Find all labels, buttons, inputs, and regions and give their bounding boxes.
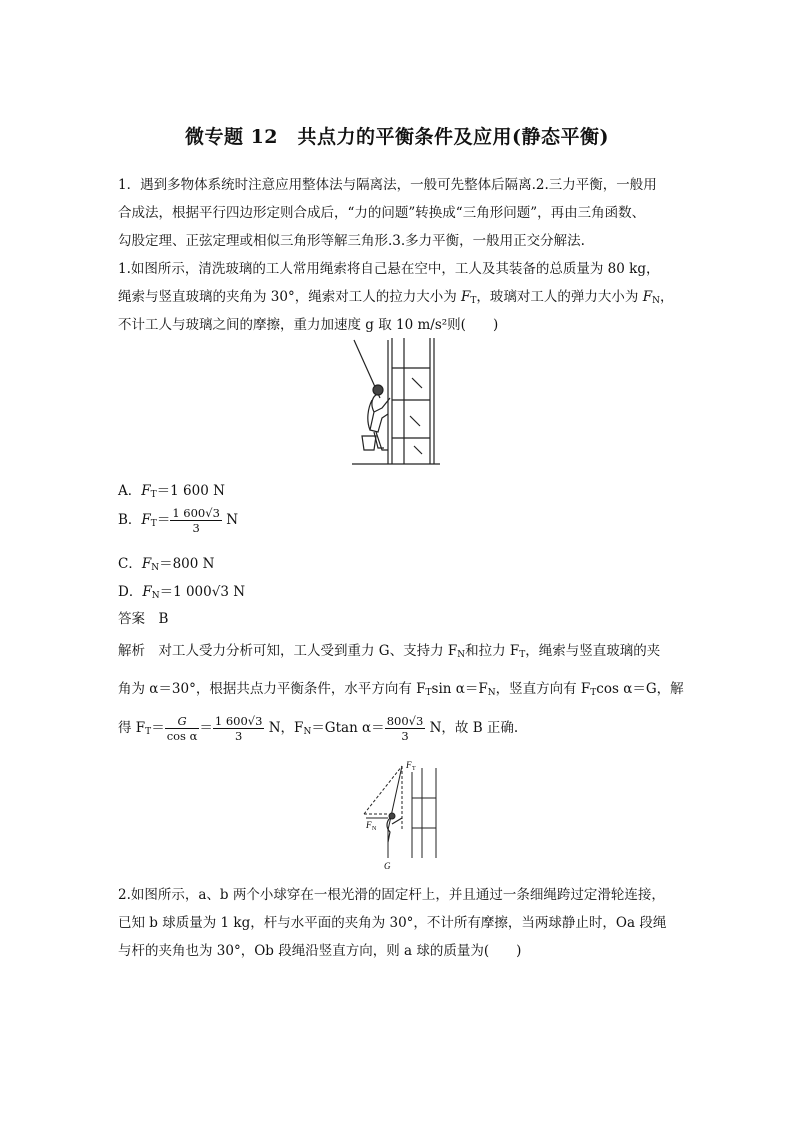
analysis-3-eq1: ＝ — [151, 720, 165, 736]
worker — [387, 818, 402, 842]
analysis-2-c: ，竖直方向有 F — [495, 681, 591, 697]
q1-line-2-text-c: ， — [659, 289, 674, 305]
intro-line-1: 1．遇到多物体系统时注意应用整体法与隔离法，一般可先整体后隔离.2.三力平衡，一般用 — [118, 177, 657, 193]
analysis-1-c: ，绳索与竖直玻璃的夹 — [525, 643, 661, 659]
option-d-symbol: F — [142, 584, 152, 600]
fn-subscript: N — [652, 296, 660, 306]
analysis-line-3 — [118, 714, 678, 743]
analysis-2-sub-t2: T — [590, 688, 597, 698]
analysis-3-a: 得 F — [118, 720, 146, 736]
option-b-numerator: 1 600√3 — [172, 506, 220, 520]
option-c-letter: C． — [118, 556, 142, 572]
option-a[interactable] — [118, 479, 225, 500]
option-c[interactable] — [118, 552, 214, 573]
option-d-letter: D． — [118, 584, 143, 600]
option-a-subscript: T — [150, 490, 157, 500]
ft-subscript: T — [470, 296, 477, 306]
q1-line-2-text-b: ，玻璃对工人的弹力大小为 — [476, 289, 643, 305]
force-diagram-figure — [362, 758, 442, 872]
intro-line-2: 合成法，根据平行四边形定则合成后，“力的问题”转换成“三角形问题”，再由三角函数、 — [118, 205, 646, 221]
analysis-3-sub-t: T — [145, 727, 152, 737]
option-a-letter: A． — [118, 483, 142, 499]
q1-line-2 — [118, 285, 678, 306]
analysis-2-sub-t1: T — [425, 688, 432, 698]
analysis-3-d: N，故 B 正确. — [425, 720, 519, 736]
option-b-denominator: 3 — [192, 521, 200, 535]
fn-label-sub: N — [372, 826, 377, 832]
legs — [374, 432, 388, 450]
analysis-1-sub-t: T — [519, 650, 526, 660]
analysis-1-sub-n: N — [457, 650, 466, 660]
q2-line-3: 与杆的夹角也为 30°，Ob 段绳沿竖直方向，则 a 球的质量为( ) — [118, 943, 522, 959]
analysis-2-a: 角为 α＝30°，根据共点力平衡条件，水平方向有 F — [118, 681, 426, 697]
intro-line-3: 勾股定理、正弦定理或相似三角形等解三角形.3.多力平衡，一般用正交分解法. — [118, 233, 585, 249]
fraction-3-denominator: 3 — [401, 729, 409, 743]
q1-line-3: 不计工人与玻璃之间的摩擦，重力加速度 g 取 10 m/s²则( ) — [118, 317, 499, 333]
analysis-3-c: ＝Gtan α＝ — [311, 720, 385, 736]
page-title: 微专题 12 共点力的平衡条件及应用(静态平衡) — [184, 126, 610, 148]
fraction-800-root3 — [385, 714, 426, 743]
q1-line-2-text-a: 绳索与竖直玻璃的夹角为 30°，绳索对工人的拉力大小为 — [118, 289, 462, 305]
option-b-fraction — [170, 506, 222, 535]
analysis-2-d: cos α＝G，解 — [596, 681, 684, 697]
window-cleaner-figure — [352, 338, 442, 466]
glass-frame-outer — [388, 338, 434, 464]
fraction-2-denominator: 3 — [235, 729, 243, 743]
analysis-2-b: sin α＝F — [431, 681, 488, 697]
analysis-2-sub-n: N — [487, 688, 496, 698]
reflection — [410, 378, 422, 454]
option-b-unit: N — [226, 512, 238, 528]
fraction-2-numerator: 1 600√3 — [214, 714, 263, 728]
answer: 答案 B — [118, 611, 169, 627]
ft-label-sub: T — [412, 766, 416, 772]
option-a-symbol: F — [141, 483, 151, 499]
analysis-line-1 — [118, 639, 678, 660]
glass-frame — [412, 768, 436, 858]
analysis-3-eq2: ＝ — [199, 720, 213, 736]
rope-ft — [388, 766, 402, 830]
option-d-value: ＝1 000√3 N — [159, 584, 246, 600]
analysis-line-2 — [118, 677, 684, 698]
option-c-value: ＝800 N — [159, 556, 215, 572]
g-label: G — [384, 861, 391, 871]
option-a-value: ＝1 600 N — [156, 483, 225, 499]
option-b-eq: ＝ — [156, 512, 171, 528]
worker — [368, 394, 390, 432]
option-b-letter: B． — [118, 512, 142, 528]
option-b-symbol: F — [141, 512, 151, 528]
ft-symbol: F — [461, 289, 471, 305]
fraction-1-denominator: cos α — [166, 729, 198, 743]
fraction-g-over-cos — [165, 714, 200, 743]
analysis-3-b: N，F — [264, 720, 304, 736]
q2-line-2: 已知 b 球质量为 1 kg，杆与水平面的夹角为 30°，不计所有摩擦，当两球静止时，Oa 段绳 — [118, 915, 667, 931]
worker-head — [373, 385, 383, 395]
analysis-1-b: 和拉力 F — [465, 643, 520, 659]
option-d-subscript: N — [151, 591, 160, 601]
bucket — [362, 436, 376, 450]
analysis-1-a: 解析 对工人受力分析可知，工人受到重力 G、支持力 F — [118, 643, 458, 659]
q1-line-1: 1.如图所示，清洗玻璃的工人常用绳索将自己悬在空中，工人及其装备的总质量为 80 kg， — [118, 261, 660, 277]
q2-line-1: 2.如图所示，a、b 两个小球穿在一根光滑的固定杆上，并且通过一条细绳跨过定滑轮连接， — [118, 887, 665, 903]
fn-label: F — [366, 820, 372, 830]
fn-symbol: F — [642, 289, 653, 305]
fraction-1-numerator: G — [165, 714, 200, 729]
option-c-symbol: F — [141, 556, 152, 572]
ft-label: F — [406, 760, 412, 770]
option-c-subscript: N — [151, 563, 160, 573]
glass-frame — [392, 338, 430, 464]
option-b[interactable] — [118, 506, 238, 535]
fraction-1600-root3 — [213, 714, 265, 743]
option-b-subscript: T — [150, 519, 157, 529]
analysis-3-sub-n: N — [303, 727, 312, 737]
option-d[interactable] — [118, 580, 245, 601]
fraction-3-numerator: 800√3 — [386, 714, 424, 728]
worker-head — [389, 813, 395, 819]
